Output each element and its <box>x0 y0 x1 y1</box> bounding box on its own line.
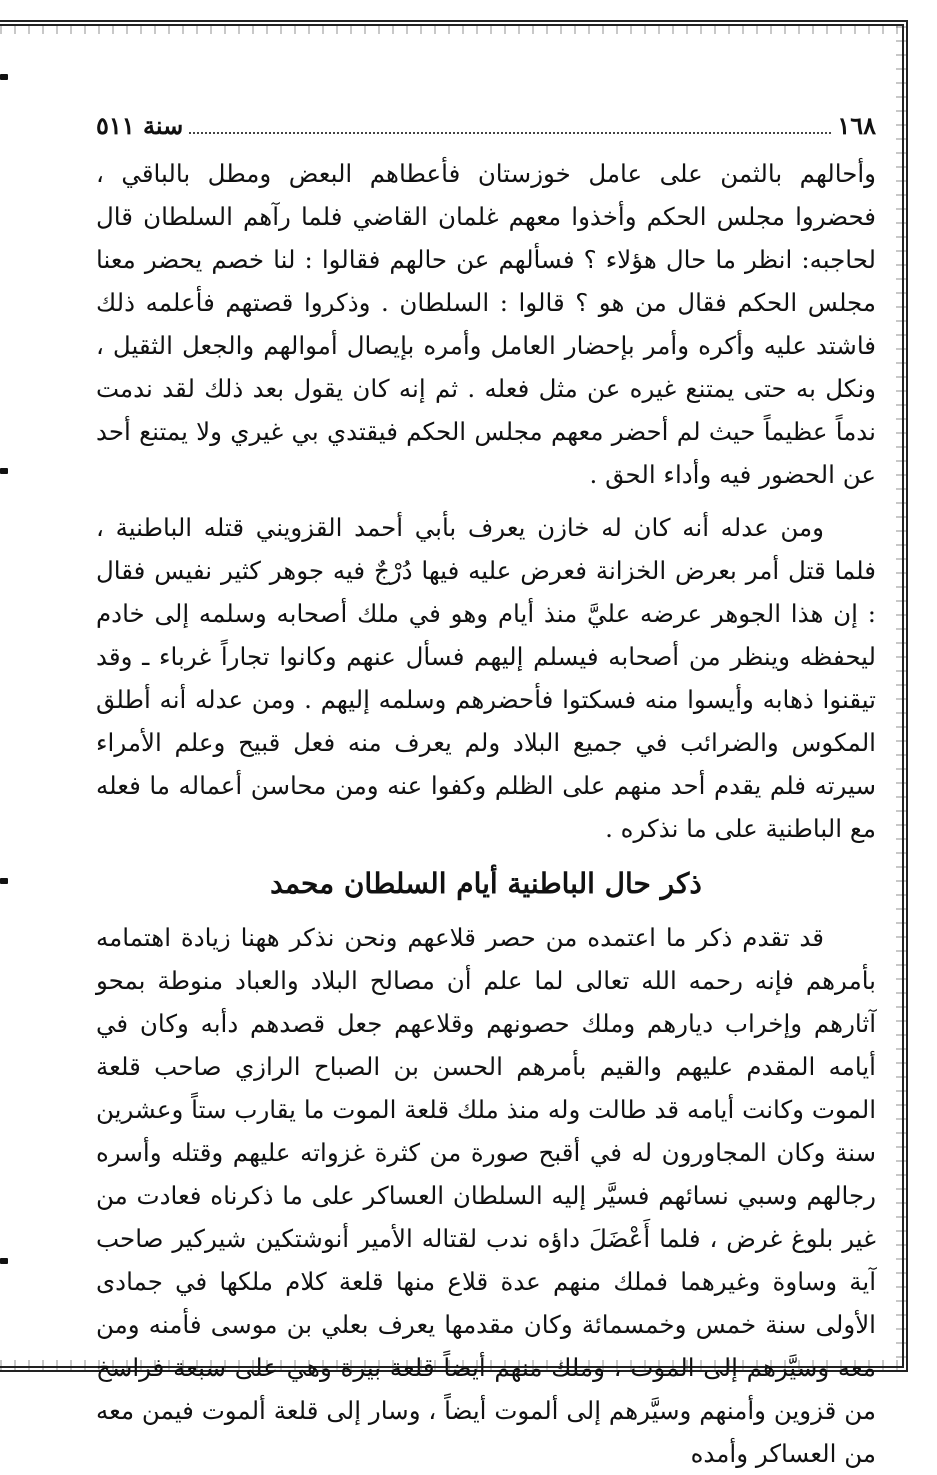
section-heading: ذكر حال الباطنية أيام السلطان محمد <box>270 867 702 900</box>
paragraph: ومن عدله أنه كان له خازن يعرف بأبي أحمد القزويني قتله الباطنية ، فلما قتل أمر بعرض الخزانة فعرض عليه فيها دُرْجٌ فيه جوهر كثير نفيس فقال : إن هذا الجوهر عرضه عليَّ منذ أيام وهو في ملك أصحابه وسلمه إلى خادم ليحفظه وينظر من أصحابه فيسلم إليهم فسأل عنهم وكانوا تجاراً غرباء ـ وقد تيقنوا ذهابه وأيسوا منه فسكتوا فأحضرهم وسلمه إليهم . ومن عدله أنه أطلق المكوس والضرائب في جميع البلاد ولم يعرف منه فعل قبيح وعلم الأمراء سيرته فلم يقدم أحد منهم على الظلم وكفوا عنه ومن محاسن أعماله ما فعله مع الباطنية على ما نذكره . <box>96 513 876 843</box>
margin-mark <box>0 878 8 884</box>
margin-mark <box>0 1258 8 1264</box>
paragraph: وأحالهم بالثمن على عامل خوزستان فأعطاهم البعض ومطل بالباقي ، فحضروا مجلس الحكم وأخذوا معهم غلمان القاضي فلما رآهم السلطان قال لحاجبه: انظر ما حال هؤلاء ؟ فسألهم عن حالهم فقالوا : لنا خصم يحضر معنا مجلس الحكم فقال من هو ؟ قالوا : السلطان . وذكروا قصتهم فأعلمه ذلك فاشتد عليه وأكره وأمر بإحضار العامل وأمره بإيصال أموالهم والجعل الثقيل ، ونكل به حتى يمتنع غيره عن مثل فعله . ثم إنه كان يقول بعد ذلك لقد ندمت ندماً عظيماً حيث لم أحضر معهم مجلس الحكم فيقتدي بي غيري ولا يمتنع أحد عن الحضور فيه وأداء الحق . <box>96 159 876 489</box>
border-pattern-right <box>896 20 906 1372</box>
header-year: سنة ٥١١ <box>96 111 184 140</box>
header-dotted-leader <box>189 132 831 134</box>
page-number: ١٦٨ <box>837 111 876 140</box>
margin-mark <box>0 468 8 474</box>
border-pattern-top <box>0 24 908 34</box>
page-body <box>96 152 876 1475</box>
margin-mark <box>0 74 8 80</box>
running-header <box>96 104 876 140</box>
section-paragraph: قد تقدم ذكر ما اعتمده من حصر قلاعهم ونحن نذكر ههنا زيادة اهتمامه بأمرهم فإنه رحمه الله تعالى لما علم أن مصالح البلاد والعباد منوطة بمحو آثارهم وإخراب ديارهم وملك حصونهم وقلاعهم جعل قصدهم دأبه وكان في أيامه المقدم عليهم والقيم بأمرهم الحسن بن الصباح الرازي صاحب قلعة الموت وكانت أيامه قد طالت وله منذ ملك قلعة الموت ما يقارب ستاً وعشرين سنة وكان المجاورون له في أقبح صورة من كثرة غزواته عليهم وقتله وأسره رجالهم وسبي نسائهم فسيَّر إليه السلطان العساكر على ما ذكرناه فعادت من غير بلوغ غرض ، فلما أَعْضَلَ داؤه ندب لقتاله الأمير أنوشتكين شيركير صاحب آية وساوة وغيرهما فملك منهم عدة قلاع منها قلعة كلام ملكها في جمادى الأولى سنة خمس وخمسمائة وكان مقدمها يعرف بعلي بن موسى فأمنه ومن معه وسيَّرهم إلى الموت ، وملك منهم أيضاً قلعة بيرة وهي على سبعة فراسخ من قزوين وأمنهم وسيَّرهم إلى ألموت أيضاً ، وسار إلى قلعة ألموت فيمن معه من العساكر وأمده <box>96 923 876 1468</box>
